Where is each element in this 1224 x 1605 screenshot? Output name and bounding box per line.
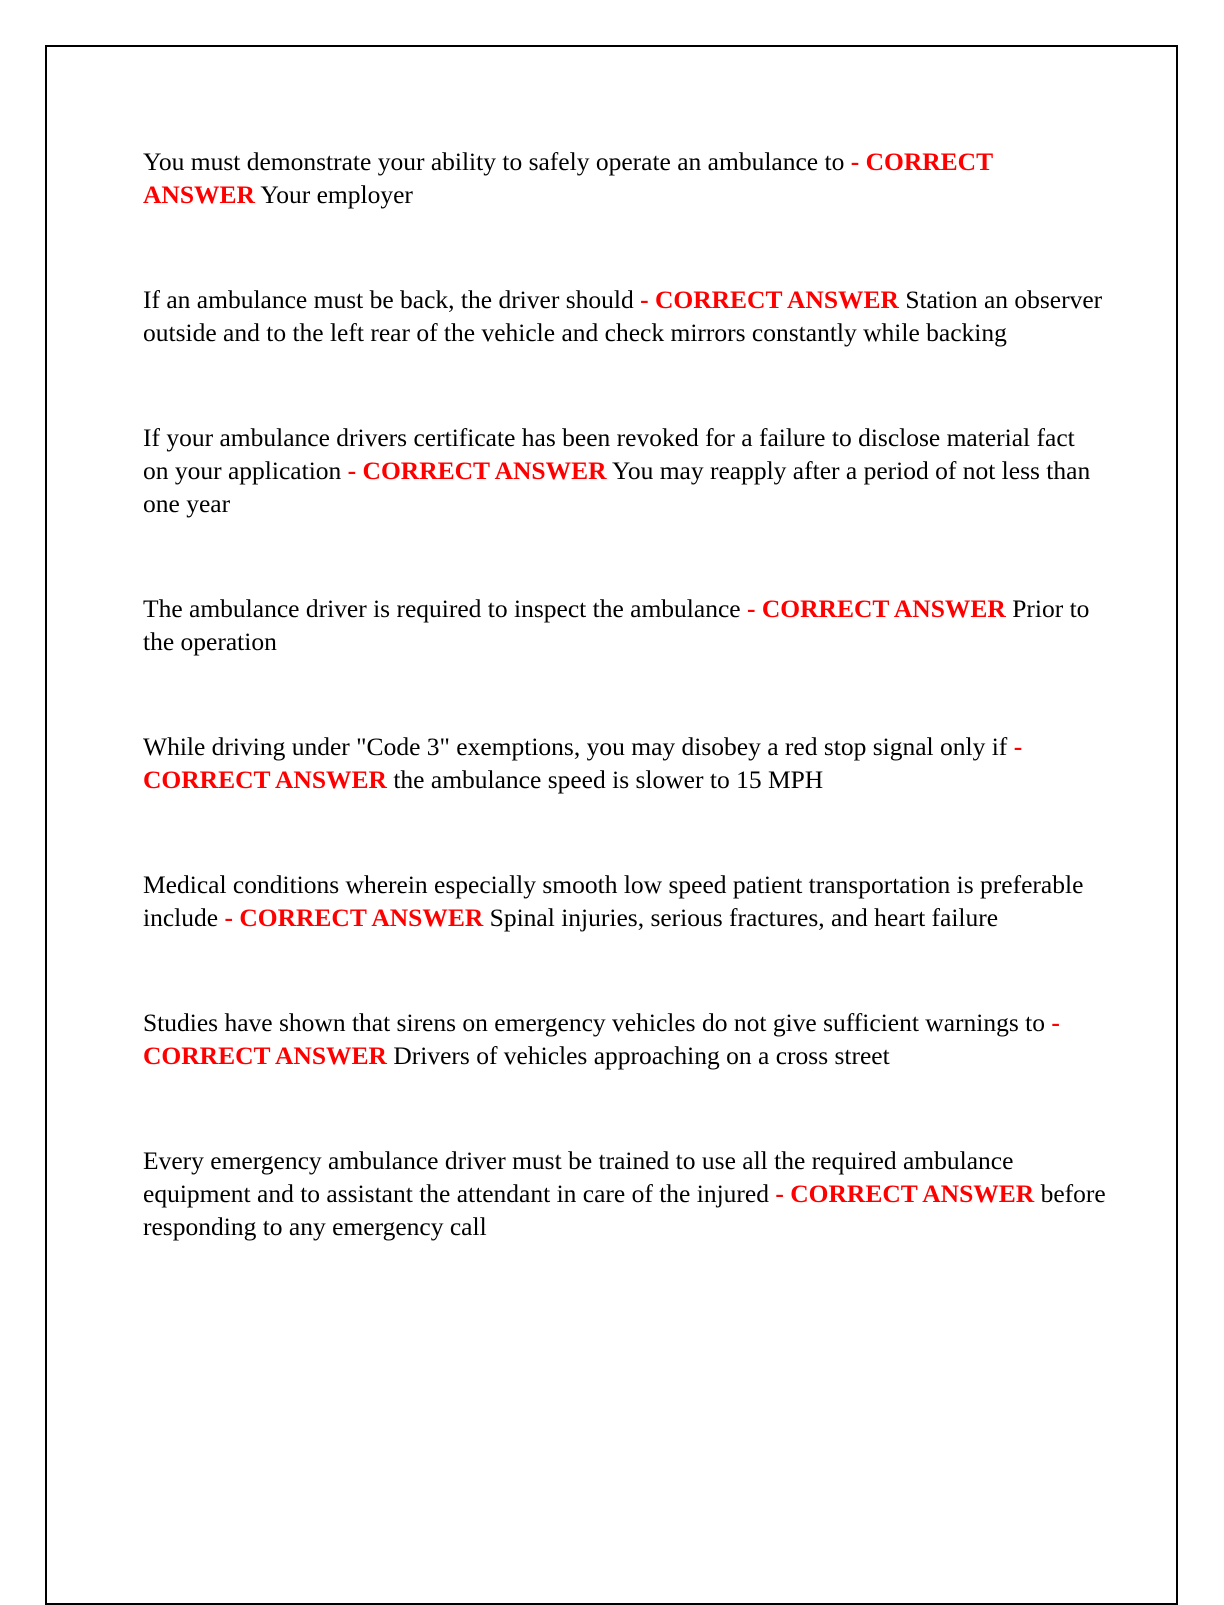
- qa-item: [143, 1006, 1106, 1072]
- correct-answer-label: CORRECT ANSWER: [761, 594, 1006, 623]
- correct-answer-label: CORRECT ANSWER: [143, 1041, 387, 1070]
- qa-item: [143, 283, 1106, 349]
- question-text: Every emergency ambulance driver must be trained to use all the required ambulance equipment and to assistant the attendant in care of the injured: [143, 1146, 1014, 1208]
- answer-text: Station an observer outside and to the left rear of the vehicle and check mirrors constantly while backing: [143, 285, 1103, 347]
- answer-dash: -: [775, 1179, 784, 1208]
- answer-text: Your employer: [260, 180, 413, 209]
- answer-dash: -: [1013, 732, 1023, 761]
- question-text: While driving under "Code 3" exemptions, you may disobey a red stop signal only if: [143, 732, 1008, 761]
- answer-text: Prior to the operation: [143, 594, 1090, 656]
- answer-dash: -: [347, 456, 357, 485]
- answer-dash: -: [640, 285, 649, 314]
- qa-item: [143, 145, 1106, 211]
- qa-item: [143, 592, 1106, 658]
- correct-answer-label: CORRECT ANSWER: [239, 903, 484, 932]
- answer-text: Spinal injuries, serious fractures, and heart failure: [489, 903, 999, 932]
- qa-item: [143, 730, 1106, 796]
- correct-answer-label: CORRECT ANSWER: [143, 147, 993, 209]
- qa-item: [143, 1144, 1106, 1243]
- question-text: Medical conditions wherein especially smooth low speed patient transportation is preferable include: [143, 870, 1084, 932]
- correct-answer-label: CORRECT ANSWER: [143, 765, 387, 794]
- document-page: [45, 45, 1178, 1605]
- qa-list: [47, 47, 1176, 1243]
- answer-text: Drivers of vehicles approaching on a cross street: [393, 1041, 890, 1070]
- question-text: If your ambulance drivers certificate has been revoked for a failure to disclose material fact on your application: [143, 423, 1075, 485]
- answer-dash: -: [850, 147, 860, 176]
- question-text: The ambulance driver is required to inspect the ambulance: [143, 594, 741, 623]
- answer-dash: -: [224, 903, 233, 932]
- answer-dash: -: [1051, 1008, 1060, 1037]
- answer-dash: -: [746, 594, 756, 623]
- question-text: Studies have shown that sirens on emergency vehicles do not give sufficient warnings to: [143, 1008, 1046, 1037]
- answer-text: before responding to any emergency call: [143, 1179, 1106, 1241]
- correct-answer-label: CORRECT ANSWER: [790, 1179, 1035, 1208]
- correct-answer-label: CORRECT ANSWER: [362, 456, 607, 485]
- question-text: If an ambulance must be back, the driver should: [143, 285, 634, 314]
- correct-answer-label: CORRECT ANSWER: [654, 285, 899, 314]
- answer-text: You may reapply after a period of not less than one year: [143, 456, 1091, 518]
- answer-text: the ambulance speed is slower to 15 MPH: [393, 765, 824, 794]
- qa-item: [143, 421, 1106, 520]
- question-text: You must demonstrate your ability to safely operate an ambulance to: [143, 147, 845, 176]
- qa-item: [143, 868, 1106, 934]
